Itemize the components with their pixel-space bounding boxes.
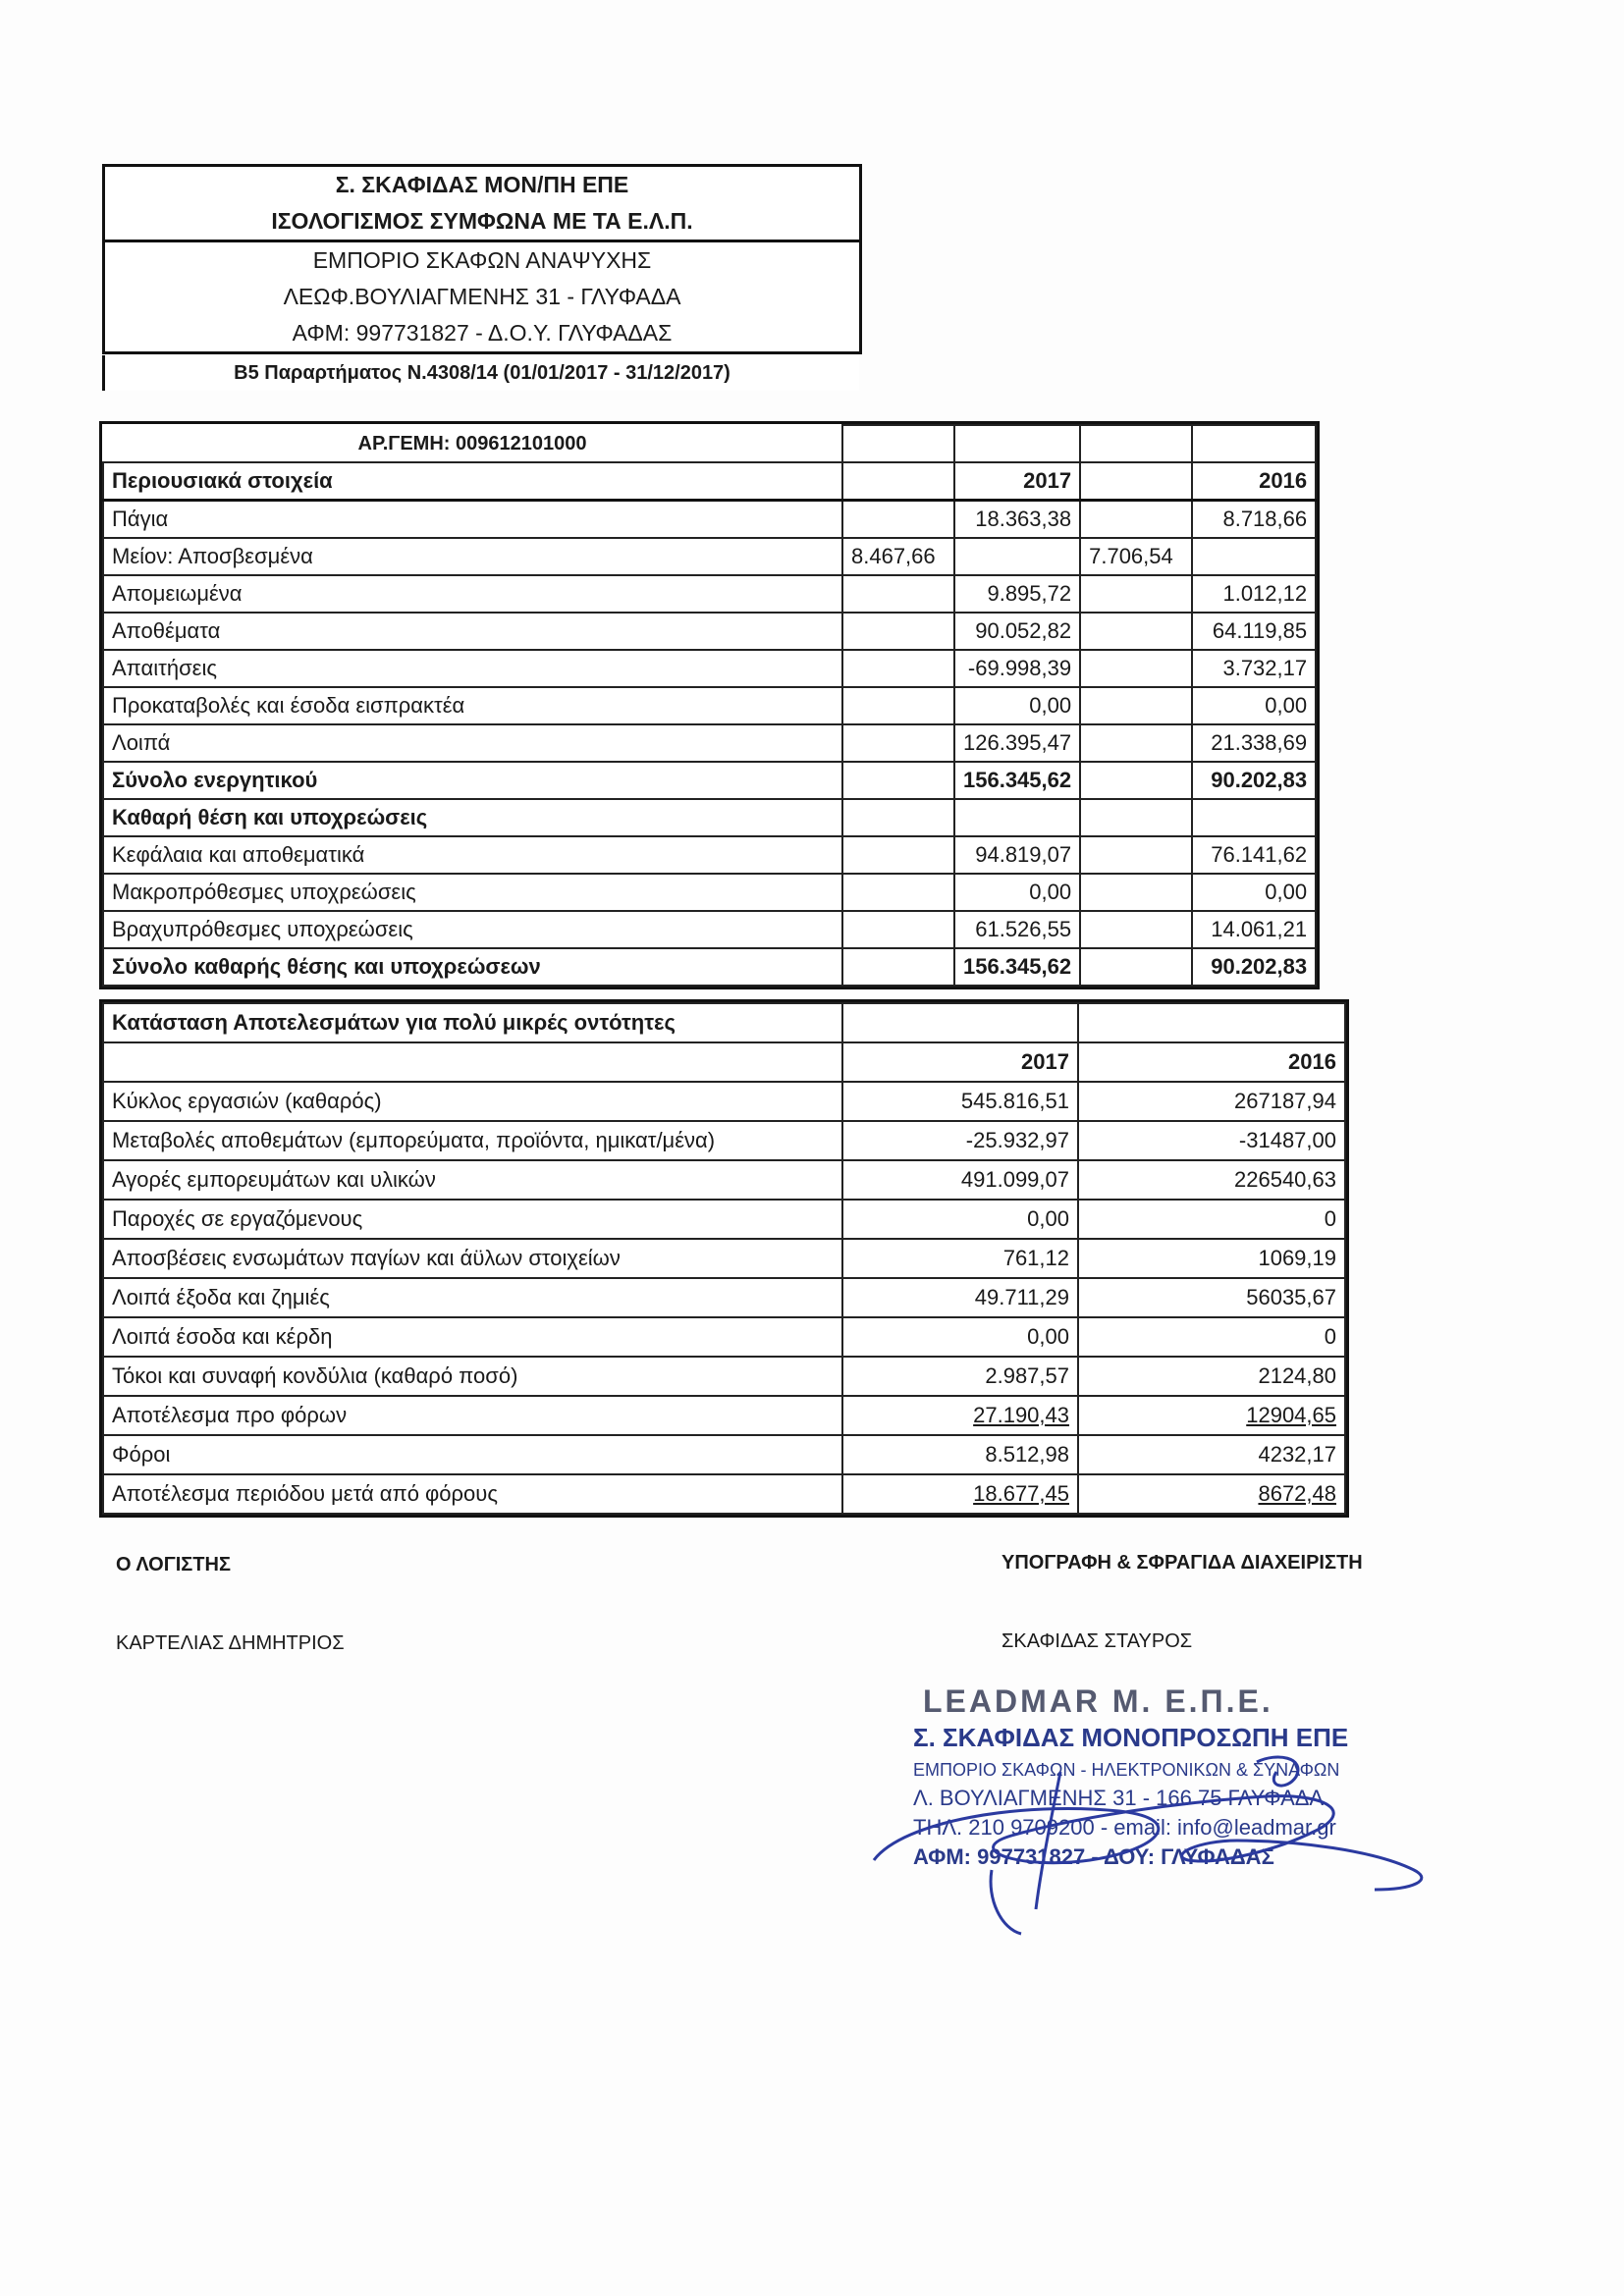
- balance-row-value: [954, 538, 1080, 575]
- balance-row-value: [1080, 762, 1192, 799]
- balance-row-value: 156.345,62: [954, 948, 1080, 986]
- income-row-value: 1069,19: [1078, 1239, 1345, 1278]
- income-row: [103, 1239, 1345, 1278]
- balance-row-value: [842, 836, 954, 874]
- balance-row-value: [1080, 911, 1192, 948]
- income-heading: Κατάσταση Αποτελεσμάτων για πολύ μικρές οντότητες: [103, 1003, 842, 1042]
- balance-row-value: [1192, 799, 1316, 836]
- income-row-label: Αποσβέσεις ενσωμάτων παγίων και άϋλων στοιχείων: [103, 1239, 842, 1278]
- income-row: [103, 1396, 1345, 1435]
- balance-row-label: Μακροπρόθεσμες υποχρεώσεις: [103, 874, 842, 911]
- balance-row-label: Μείον: Αποσβεσμένα: [103, 538, 842, 575]
- income-row-value: 226540,63: [1078, 1160, 1345, 1200]
- balance-row: [103, 724, 1316, 762]
- income-row-label: Αγορές εμπορευμάτων και υλικών: [103, 1160, 842, 1200]
- balance-row-value: 3.732,17: [1192, 650, 1316, 687]
- document-header: [102, 164, 862, 354]
- handwritten-signature: [864, 1703, 1473, 1939]
- balance-row-value: [1080, 687, 1192, 724]
- company-activity: ΕΜΠΟΡΙΟ ΣΚΑΦΩΝ ΑΝΑΨΥΧΗΣ: [312, 247, 652, 273]
- income-year-2016-header: 2016: [1078, 1042, 1345, 1082]
- balance-row: [103, 762, 1316, 799]
- balance-row-label: Απομειωμένα: [103, 575, 842, 613]
- balance-row-value: [842, 799, 954, 836]
- assets-heading: Περιουσιακά στοιχεία: [103, 462, 842, 501]
- balance-row: [103, 650, 1316, 687]
- balance-row-value: 0,00: [1192, 687, 1316, 724]
- balance-row-value: [1192, 538, 1316, 575]
- income-row: [103, 1200, 1345, 1239]
- income-row-value: 0: [1078, 1200, 1345, 1239]
- year-2017-header: 2017: [954, 462, 1080, 501]
- balance-row-value: 1.012,12: [1192, 575, 1316, 613]
- income-row-value: 8672,48: [1078, 1474, 1345, 1514]
- balance-row: [103, 948, 1316, 986]
- income-row-label: Αποτέλεσμα περιόδου μετά από φόρους: [103, 1474, 842, 1514]
- balance-row-value: [1080, 501, 1192, 539]
- company-tax-id: ΑΦΜ: 997731827 - Δ.Ο.Υ. ΓΛΥΦΑΔΑΣ: [105, 315, 859, 354]
- balance-row-value: 14.061,21: [1192, 911, 1316, 948]
- income-row-label: Παροχές σε εργαζόμενους: [103, 1200, 842, 1239]
- balance-row: [103, 501, 1316, 539]
- income-row-value: 56035,67: [1078, 1278, 1345, 1317]
- balance-row-value: 90.202,83: [1192, 948, 1316, 986]
- income-row-value: 0,00: [842, 1317, 1078, 1357]
- income-row-label: Μεταβολές αποθεμάτων (εμπορεύματα, προϊόντα, ημικατ/μένα): [103, 1121, 842, 1160]
- income-row-value: 0,00: [842, 1200, 1078, 1239]
- income-row: [103, 1082, 1345, 1121]
- balance-row-value: [842, 613, 954, 650]
- balance-row-value: 0,00: [954, 687, 1080, 724]
- balance-row: [103, 911, 1316, 948]
- balance-row-value: [1080, 836, 1192, 874]
- balance-row-value: [842, 575, 954, 613]
- income-row-value: 4232,17: [1078, 1435, 1345, 1474]
- stamp-line-5: ΤΗΛ. 210 9709200 - email: info@leadmar.gr: [913, 1815, 1336, 1840]
- balance-row-value: 61.526,55: [954, 911, 1080, 948]
- balance-row-value: [1080, 948, 1192, 986]
- balance-row-value: 7.706,54: [1080, 538, 1192, 575]
- income-row-value: 267187,94: [1078, 1082, 1345, 1121]
- income-row-value: 49.711,29: [842, 1278, 1078, 1317]
- balance-row-value: [1080, 724, 1192, 762]
- stamp-line-4: Λ. ΒΟΥΛΙΑΓΜΕΝΗΣ 31 - 166 75 ΓΛΥΦΑΔΑ: [913, 1786, 1325, 1810]
- gemi-number: ΑΡ.ΓΕΜΗ: 009612101000: [357, 432, 587, 454]
- income-row-value: -31487,00: [1078, 1121, 1345, 1160]
- balance-row-value: [1080, 613, 1192, 650]
- income-row-label: Τόκοι και συναφή κονδύλια (καθαρό ποσό): [103, 1357, 842, 1396]
- balance-row-value: 8.467,66: [842, 538, 954, 575]
- income-row: [103, 1435, 1345, 1474]
- balance-row: [103, 613, 1316, 650]
- balance-row-value: 76.141,62: [1192, 836, 1316, 874]
- income-year-2017-header: 2017: [842, 1042, 1078, 1082]
- accountant-name: ΚΑΡΤΕΛΙΑΣ ΔΗΜΗΤΡΙΟΣ: [116, 1632, 345, 1654]
- balance-row: [103, 538, 1316, 575]
- balance-row-label: Πάγια: [103, 501, 842, 539]
- income-row-value: 18.677,45: [842, 1474, 1078, 1514]
- balance-row: [103, 836, 1316, 874]
- balance-row-value: 90.052,82: [954, 613, 1080, 650]
- balance-row-label: Προκαταβολές και έσοδα εισπρακτέα: [103, 687, 842, 724]
- balance-row-value: [1080, 799, 1192, 836]
- income-row-value: 761,12: [842, 1239, 1078, 1278]
- income-row: [103, 1317, 1345, 1357]
- reporting-period: Β5 Παραρτήματος Ν.4308/14 (01/01/2017 - 31/12/2017): [234, 362, 731, 384]
- manager-name: ΣΚΑΦΙΔΑΣ ΣΤΑΥΡΟΣ: [1001, 1630, 1193, 1652]
- balance-row-value: 8.718,66: [1192, 501, 1316, 539]
- balance-row-value: [842, 724, 954, 762]
- balance-row-value: -69.998,39: [954, 650, 1080, 687]
- balance-row-label: Λοιπά: [103, 724, 842, 762]
- balance-row-label: Αποθέματα: [103, 613, 842, 650]
- balance-row-label: Σύνολο ενεργητικού: [103, 762, 842, 799]
- income-row-label: Αποτέλεσμα προ φόρων: [103, 1396, 842, 1435]
- income-statement-table: [102, 1002, 1346, 1515]
- stamp-line-1: LEADMAR M. E.Π.Ε.: [923, 1683, 1273, 1719]
- balance-row: [103, 575, 1316, 613]
- income-row: [103, 1160, 1345, 1200]
- income-row: [103, 1474, 1345, 1514]
- balance-row-value: [1080, 874, 1192, 911]
- document-title: ΙΣΟΛΟΓΙΣΜΟΣ ΣΥΜΦΩΝΑ ΜΕ ΤΑ Ε.Λ.Π.: [105, 203, 859, 242]
- income-row: [103, 1357, 1345, 1396]
- balance-row-label: Κεφάλαια και αποθεματικά: [103, 836, 842, 874]
- income-row-label: Φόροι: [103, 1435, 842, 1474]
- balance-row-value: [842, 911, 954, 948]
- balance-row-value: [842, 762, 954, 799]
- income-row: [103, 1121, 1345, 1160]
- stamp-line-2: Σ. ΣΚΑΦΙΔΑΣ ΜΟΝΟΠΡΟΣΩΠΗ ΕΠΕ: [913, 1723, 1349, 1752]
- balance-row-value: [842, 874, 954, 911]
- balance-row-value: [842, 687, 954, 724]
- balance-row-value: 21.338,69: [1192, 724, 1316, 762]
- company-name: Σ. ΣΚΑΦΙΔΑΣ ΜΟΝ/ΠΗ ΕΠΕ: [335, 172, 629, 197]
- balance-row-value: [842, 501, 954, 539]
- balance-row-label: Καθαρή θέση και υποχρεώσεις: [103, 799, 842, 836]
- balance-row-value: [842, 650, 954, 687]
- balance-row-value: [954, 799, 1080, 836]
- balance-row: [103, 687, 1316, 724]
- balance-row-value: [842, 948, 954, 986]
- income-row-value: -25.932,97: [842, 1121, 1078, 1160]
- year-2016-header: 2016: [1192, 462, 1316, 501]
- balance-row-value: 156.345,62: [954, 762, 1080, 799]
- balance-row-label: Σύνολο καθαρής θέσης και υποχρεώσεων: [103, 948, 842, 986]
- company-stamp: [864, 1683, 1473, 1939]
- income-row-value: 8.512,98: [842, 1435, 1078, 1474]
- balance-row-value: [1080, 650, 1192, 687]
- balance-row: [103, 799, 1316, 836]
- company-address: ΛΕΩΦ.ΒΟΥΛΙΑΓΜΕΝΗΣ 31 - ΓΛΥΦΑΔΑ: [283, 284, 681, 309]
- income-row-label: Κύκλος εργασιών (καθαρός): [103, 1082, 842, 1121]
- balance-row-value: 64.119,85: [1192, 613, 1316, 650]
- period-block: [102, 355, 859, 391]
- income-row-value: 0: [1078, 1317, 1345, 1357]
- income-row-value: 12904,65: [1078, 1396, 1345, 1435]
- income-row: [103, 1278, 1345, 1317]
- balance-row-value: 90.202,83: [1192, 762, 1316, 799]
- income-row-value: 545.816,51: [842, 1082, 1078, 1121]
- balance-row-value: 0,00: [1192, 874, 1316, 911]
- balance-row-value: 0,00: [954, 874, 1080, 911]
- income-row-label: Λοιπά έσοδα και κέρδη: [103, 1317, 842, 1357]
- balance-row-label: Απαιτήσεις: [103, 650, 842, 687]
- balance-row-label: Βραχυπρόθεσμες υποχρεώσεις: [103, 911, 842, 948]
- balance-row-value: 18.363,38: [954, 501, 1080, 539]
- balance-row: [103, 874, 1316, 911]
- balance-row-value: 94.819,07: [954, 836, 1080, 874]
- income-row-value: 27.190,43: [842, 1396, 1078, 1435]
- income-row-value: 2.987,57: [842, 1357, 1078, 1396]
- income-row-value: 2124,80: [1078, 1357, 1345, 1396]
- balance-row-value: [1080, 575, 1192, 613]
- stamp-line-3: ΕΜΠΟΡΙΟ ΣΚΑΦΩΝ - ΗΛΕΚΤΡΟΝΙΚΩΝ & ΣΥΝΑΦΩΝ: [913, 1760, 1340, 1780]
- income-row-label: Λοιπά έξοδα και ζημιές: [103, 1278, 842, 1317]
- manager-title: ΥΠΟΓΡΑΦΗ & ΣΦΡΑΓΙΔΑ ΔΙΑΧΕΙΡΙΣΤΗ: [1001, 1552, 1363, 1574]
- income-row-value: 491.099,07: [842, 1160, 1078, 1200]
- stamp-line-6: ΑΦΜ: 997731827 - ΔΟΥ: ΓΛΥΦΑΔΑΣ: [913, 1844, 1274, 1869]
- balance-sheet-table: [102, 424, 1317, 987]
- balance-row-value: 126.395,47: [954, 724, 1080, 762]
- balance-row-value: 9.895,72: [954, 575, 1080, 613]
- accountant-title: Ο ΛΟΓΙΣΤΗΣ: [116, 1554, 231, 1575]
